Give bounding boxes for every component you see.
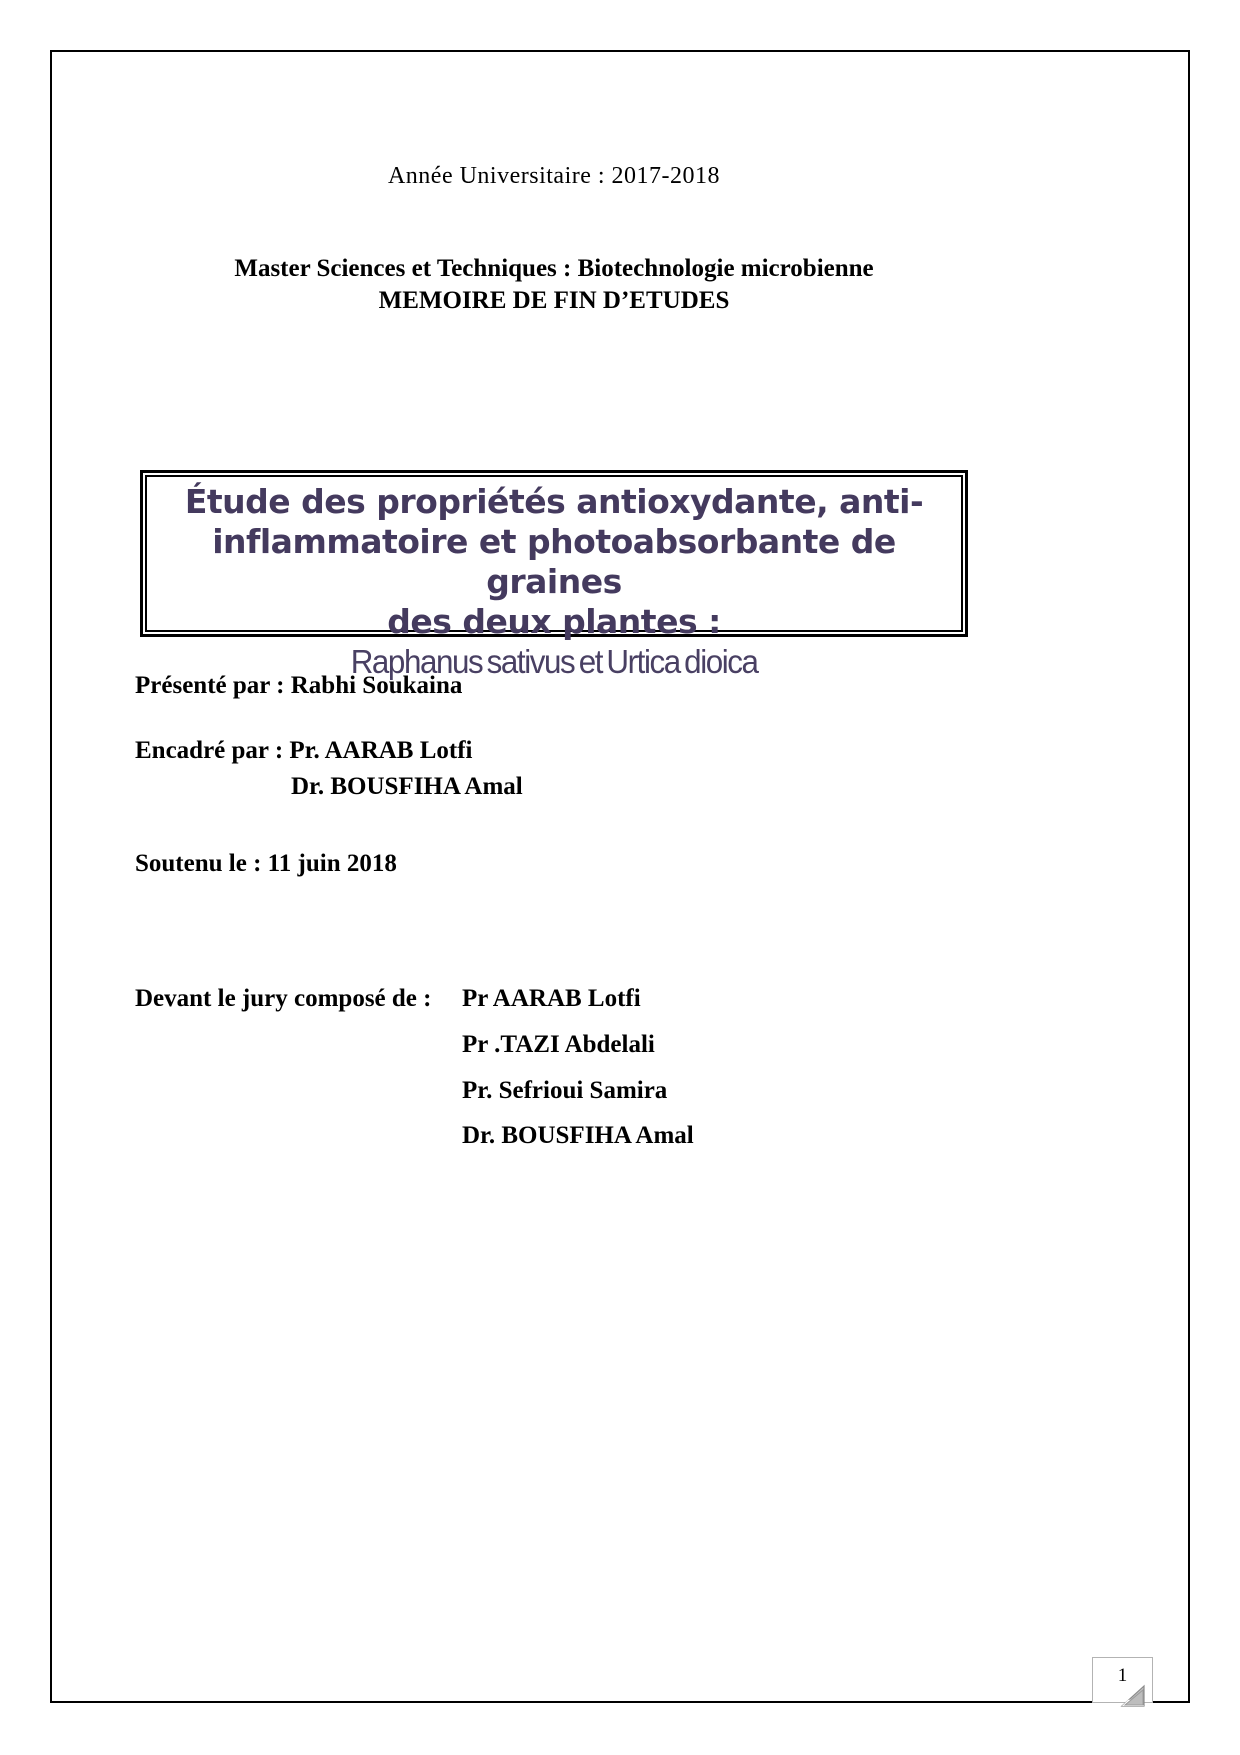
page-number: 1 bbox=[1117, 1665, 1128, 1686]
supervised-by: Encadré par : Pr. AARAB Lotfi bbox=[135, 737, 473, 764]
supervisor-second: Dr. BOUSFIHA Amal bbox=[291, 773, 523, 800]
title-line-3: des deux plantes : bbox=[387, 602, 721, 641]
title-line-1: Étude des propriétés antioxydante, anti- bbox=[184, 482, 924, 521]
jury-label: Devant le jury composé de : bbox=[135, 985, 432, 1012]
jury-member-4: Dr. BOUSFIHA Amal bbox=[462, 1122, 694, 1149]
jury-member-2: Pr .TAZI Abdelali bbox=[462, 1031, 655, 1058]
academic-year: Année Universitaire : 2017-2018 bbox=[387, 163, 721, 189]
jury-member-3: Pr. Sefrioui Samira bbox=[462, 1077, 668, 1104]
page-curl-icon bbox=[1119, 1680, 1151, 1712]
page-number-box bbox=[1092, 1657, 1153, 1703]
title-box bbox=[140, 470, 968, 680]
defense-date: Soutenu le : 11 juin 2018 bbox=[135, 850, 397, 877]
jury-member-1: Pr AARAB Lotfi bbox=[462, 985, 641, 1012]
program-line: Master Sciences et Techniques : Biotechnologie microbienne bbox=[234, 255, 874, 282]
document-type: MEMOIRE DE FIN D’ETUDES bbox=[378, 287, 730, 314]
presented-by: Présenté par : Rabhi Soukaina bbox=[135, 672, 463, 699]
species-subtitle: Raphanus sativus et Urtica dioica bbox=[350, 643, 758, 680]
title-box-inner bbox=[145, 475, 963, 680]
title-line-2: inflammatoire et photoabsorbante de graines bbox=[212, 522, 896, 601]
thesis-title bbox=[147, 482, 961, 642]
program-header bbox=[135, 253, 973, 317]
